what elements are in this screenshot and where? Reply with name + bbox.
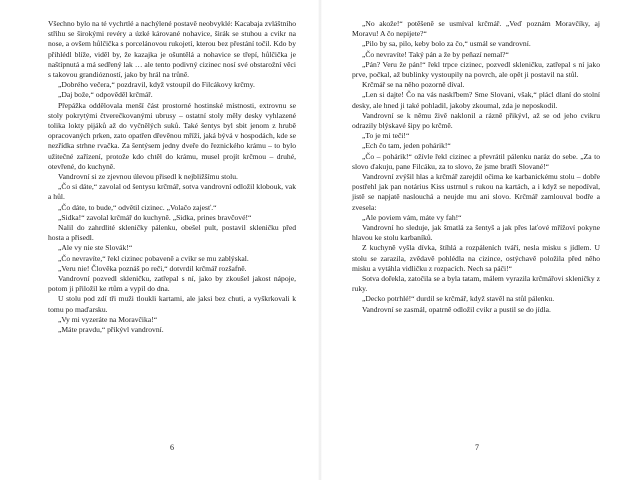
right-page bbox=[320, 0, 640, 480]
paragraph: „Pán? Veru že pán!“ řekl trpce cizinec, pozvedl skleničku, zatřepal s ní jako prve, počkal, až bublinky vystoupily na povrch, ale opět ji postavil na stůl. bbox=[352, 59, 600, 80]
paragraph: „To je mi teči!“ bbox=[362, 131, 410, 141]
paragraph: „Čo dáte, to bude,“ odvětil cizinec. „Volačo zajesť.“ bbox=[58, 202, 217, 212]
page-number: 6 bbox=[170, 443, 174, 452]
right-page-text bbox=[352, 19, 600, 315]
paragraph: Krčmář se na něho pozorně díval. bbox=[362, 80, 465, 90]
paragraph: Z kuchyně vyšla dívka, štíhlá a rozpáleních tváří, nesla misku s jídlem. U stolu se zarazila, zvědavě pohlédla na cizince, ostýchavě položila před něho misku a vytáhla vidličku z rozpacích. Nech sa páči!“ bbox=[352, 243, 600, 273]
paragraph: „Daj bože,“ odpověděl krčmář. bbox=[58, 90, 153, 100]
paragraph: „Sidka!“ zavolal krčmář do kuchyně. „Sidka, prines bravčové!“ bbox=[58, 212, 252, 222]
paragraph: „Ale vy nie ste Slovák!“ bbox=[58, 243, 133, 253]
paragraph: Vandrovní pozvedl skleničku, zatřepal s ní, jako by zkoušel jakost nápoje, potom ji přiložil ke rtům a vypil do dna. bbox=[48, 274, 296, 294]
paragraph: „Decko potrhlé!“ durdil se krčmář, když stavěl na stůl pálenku. bbox=[362, 294, 555, 304]
paragraph: „Vy mi vyzeráte na Moravčika!“ bbox=[58, 314, 158, 324]
paragraph: Vandrovní se k němu živě naklonil a rázně přikývl, až se od jeho cvikru odrazily blýskavé šipy po krčmě. bbox=[352, 110, 600, 131]
paragraph: Vandrovní si ze zjevnou úlevou přisedl k nejbližšímu stolu. bbox=[58, 172, 238, 182]
paragraph: Vandrovní ho sleduje, jak šmatlá za šentyš a jak přes laťové mřížoví pokyne hlavou ke stolu karbaníků. bbox=[352, 223, 600, 243]
paragraph: „No akože!“ potěšeně se usmíval krčmář. „Veď poznám Moravčíky, aj Moravu! A čo nepijete?“ bbox=[352, 19, 600, 39]
paragraph: „Ech čo tam, jeden pohárik!“ bbox=[362, 141, 451, 151]
paragraph: „Pilo by sa, pilo, keby bolo za čo,“ usmál se vandrovní. bbox=[362, 39, 531, 49]
paragraph: „Čo nevravíte! Taký pán a že by peňazí nemal?“ bbox=[362, 49, 509, 59]
paragraph: „Čo – pohárik!“ ožívle řekl cizinec a převrátil pálenku naráz do sebe. „Za to slovo ďakuju, pane Filcáku, za to slovo, že jsme bratři Slované!“ bbox=[352, 151, 600, 171]
paragraph: U stolu pod zdí tři muži tloukli kartami, ale jaksi bez chuti, a vyškrkovali k tomu po maďarsku. bbox=[48, 294, 296, 314]
paragraph: Sotva dořekla, zatočila se a byla tatam, málem vyrazila krčmářovi skleničky z ruky. bbox=[352, 274, 600, 294]
paragraph: Nalil do zahrdlité skleničky pálenku, obešel pult, postavil skleničku před hosta a přisedl. bbox=[48, 223, 296, 243]
paragraph: Přepážka oddělovala menší část prostorné hostinské místnosti, extrovnu se stoly pokrytými čtverečkovanými ubrusy – ostatní stoly měly desky vyhlazené tolika lokty pijáků až do vyčnělých suků. Také šentys byl sbit jenom z hrubě opracovaných prken, zato opatřen dřevěnou mříží, jaká bývá v hospodách, kde se nezřídka strhne rvačka. Za šentýsem jedny dveře do řeznického krámu – to bylo užitečné zařízení, protože kdo chtěl do krámu, musel projít krčmou – druhé, otevřené, do kuchyně. bbox=[48, 100, 296, 171]
page-number: 7 bbox=[475, 443, 479, 452]
left-page-text bbox=[48, 19, 296, 335]
paragraph: Vandrovní zvýšil hlas a krčmář zarejdil očima ke karbanickému stolu – dobře postřehl jak pan notárius Kiss ustrnul s rukou na kartách, a i když se nepodíval, jistě se napjatě naslouchá a neujde mu ani slovo. Krčmář zamlouval bodře a zvesela: bbox=[352, 172, 600, 212]
paragraph: „Veru nie! Člověka poznáš po reči,“ dotvrdil krčmář rozšafně. bbox=[58, 263, 247, 273]
paragraph: „Dobrého večera,“ pozdravil, když vstoupil do Filcákovy krčmy. bbox=[58, 80, 255, 90]
paragraph: „Máte pravdu,“ přikývl vandrovní. bbox=[58, 325, 164, 335]
paragraph: „Čo nevravíte,“ řekl cizinec pobaveně a cvikr se mu zablýskal. bbox=[58, 253, 249, 263]
paragraph: „Čo si dáte,“ zavolal od šentysu krčmář, sotva vandrovní odložil klobouk, vak a hůl. bbox=[48, 182, 296, 202]
paragraph: Vandrovní se zasmál, opatrně odložil cvikr a pustil se do jídla. bbox=[362, 304, 551, 314]
paragraph: Všechno bylo na té vychrtlé a nachýlené postavě neobvyklé: Kacabaja zvláštního střihu se širokými revéry a úzké kárované nohavice, širák se stuhou a cvikr na nose, a ovšem hůlčička s porcelánovou rukojetí, kterou bez přestání točil. Kdo by přihlédl blíže, viděl by, že kazajka je ošuntělá a nohavice se třepí, hůlčička je naštípnutá a má sedřený lak … ale tento podivný cizinec nosí své obstarožní věci s takovou grandiózností, jako by hrál na trůně. bbox=[48, 19, 296, 80]
paragraph: „Len si dajte! Čo na vás naskľbem? Sme Slovani, však,“ plácl dlaní do stolní desky, ale hned ji také pohladil, jakoby zkoumal, zda je neposkodil. bbox=[352, 90, 600, 110]
paragraph: „Ale poviem vám, máte vy fah!“ bbox=[362, 212, 462, 222]
